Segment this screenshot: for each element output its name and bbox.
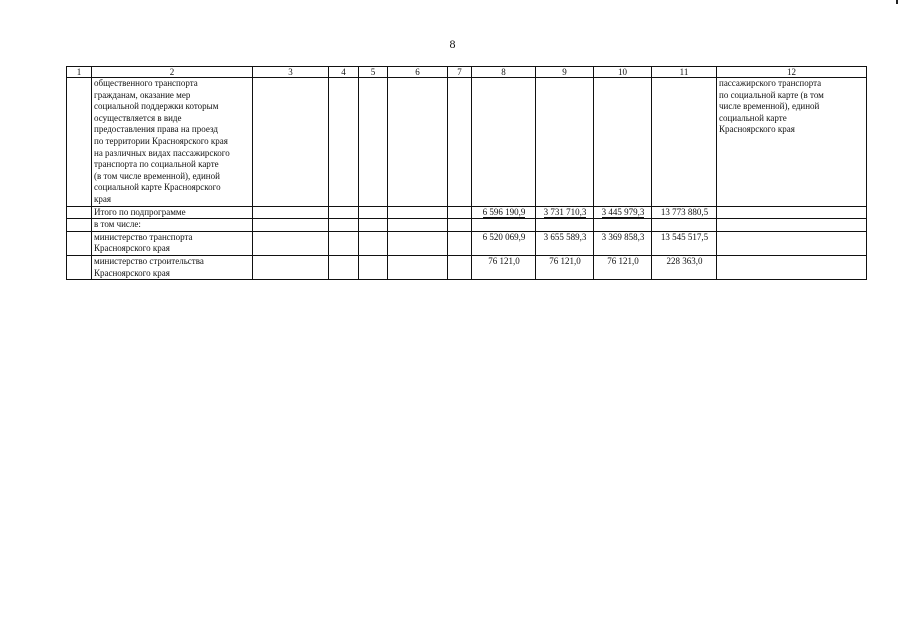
value-cell: 6 596 190,9 [472,206,536,219]
row-label: в том числе: [92,219,253,232]
table-row-total [67,206,867,219]
row-label: Итого по подпрограмме [92,206,253,219]
value-cell: 3 655 589,3 [536,231,594,255]
column-header: 7 [448,67,472,78]
value-cell: 3 369 858,3 [594,231,652,255]
row-label: министерство строительства Красноярского края [92,255,253,279]
table-row [67,78,867,207]
budget-table [66,66,867,280]
measure-description: общественного транспорта гражданам, оказание мер социальной поддержки которым осуществляется в виде предоставления права на проезд по территории Красноярского края на различных видах пассажирского транспорта по социальной карте (в том числе временной), единой социальной карте Красноярского края [92,78,253,207]
column-header: 6 [388,67,448,78]
column-header: 11 [652,67,717,78]
scan-corner-mark [896,0,898,4]
value-cell: 13 773 880,5 [652,206,717,219]
table-row [67,231,867,255]
value-cell: 3 445 979,3 [594,206,652,219]
column-header: 8 [472,67,536,78]
table-row-subheader [67,219,867,232]
column-header: 10 [594,67,652,78]
column-header: 1 [67,67,92,78]
expected-result: пассажирского транспорта по социальной карте (в том числе временной), единой социальной карте Красноярского края [717,78,867,207]
value-cell: 228 363,0 [652,255,717,279]
value-cell: 76 121,0 [536,255,594,279]
column-header: 5 [359,67,388,78]
column-header: 3 [253,67,329,78]
column-header: 4 [329,67,359,78]
column-header: 12 [717,67,867,78]
value-cell: 6 520 069,9 [472,231,536,255]
value-cell: 3 731 710,3 [536,206,594,219]
value-cell: 76 121,0 [594,255,652,279]
table-row [67,255,867,279]
column-number-row [67,67,867,78]
value-cell: 76 121,0 [472,255,536,279]
column-header: 2 [92,67,253,78]
column-header: 9 [536,67,594,78]
row-label: министерство транспорта Красноярского края [92,231,253,255]
value-cell: 13 545 517,5 [652,231,717,255]
page-number: 8 [449,37,456,51]
